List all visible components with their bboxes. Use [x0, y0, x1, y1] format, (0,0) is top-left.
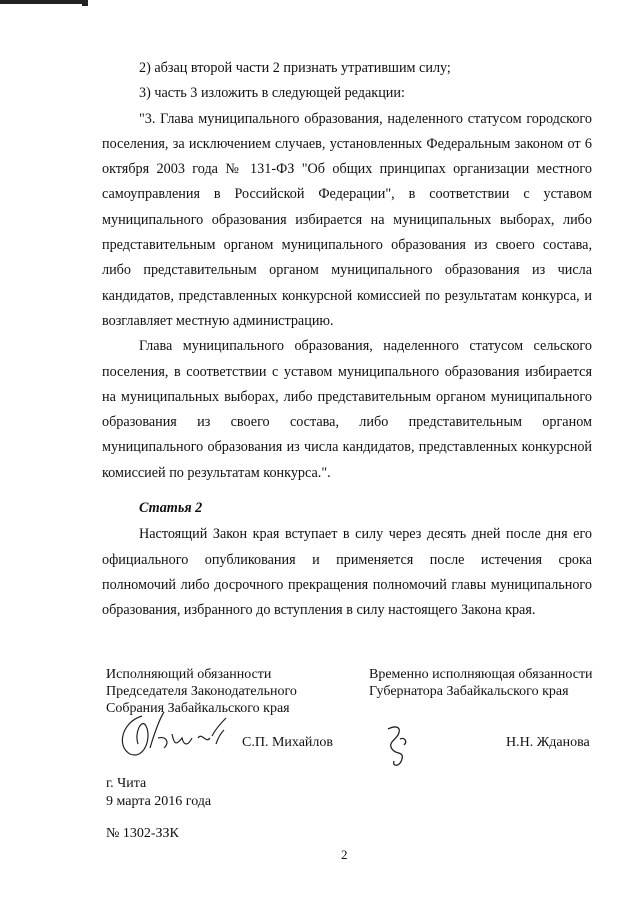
list-item: 2) абзац второй части 2 признать утратившим силу;	[139, 60, 451, 76]
signatory-right-title	[369, 666, 593, 700]
signatory-left-name: С.П. Михайлов	[242, 735, 334, 750]
place-date	[106, 775, 211, 811]
city: г. Чита	[106, 776, 147, 791]
paragraph: Глава муниципального образования, наделенного статусом сельского поселения, в соответствии с уставом муниципального образования избирается на муниципальных выборах, либо представительным органом муниципального образования из своего состава, либо представительным органом муниципального образования из числа кандидатов, представленных конкурсной комиссией по результатам конкурса.".	[102, 338, 592, 481]
scan-edge-mark	[82, 0, 88, 6]
signatory-right-name: Н.Н. Жданова	[506, 735, 590, 750]
scan-edge-mark	[0, 0, 88, 4]
date: 9 марта 2016 года	[106, 794, 212, 809]
signatory-title-line: Губернатора Забайкальского края	[369, 684, 569, 699]
handwritten-signature-left	[112, 708, 230, 760]
page-number: 2	[341, 847, 348, 862]
handwritten-signature-right	[382, 721, 412, 771]
signatory-title-line: Исполняющий обязанности	[106, 667, 272, 682]
law-number: № 1302-ЗЗК	[106, 826, 179, 841]
signatory-title-line: Временно исполняющая обязанности	[369, 667, 593, 682]
paragraph: "3. Глава муниципального образования, наделенного статусом городского поселения, за исключением случаев, установленных Федеральным законом от 6 октября 2003 года № 131-ФЗ "Об общих принципах организации местного самоуправления в Российской Федерации", в соответствии с уставом муниципального образования избирается на муниципальных выборах, либо представительным органом муниципального образования из своего состава, либо представительным органом муниципального образования из числа кандидатов, представленных конкурсной комиссией по результатам конкурса, и возглавляет местную администрацию.	[102, 110, 592, 329]
document-body	[102, 56, 592, 624]
article-heading: Статья 2	[139, 500, 203, 517]
signatory-title-line: Председателя Законодательного	[106, 684, 297, 699]
paragraph: Настоящий Закон края вступает в силу через десять дней после дня его официального опубликования и применяется после истечения срока полномочий либо досрочного прекращения полномочий главы муниципального образования, избранного до вступления в силу настоящего Закона края.	[102, 526, 592, 619]
signatory-title-line: Собрания Забайкальского края	[106, 701, 290, 716]
list-item: 3) часть 3 изложить в следующей редакции:	[139, 85, 405, 102]
